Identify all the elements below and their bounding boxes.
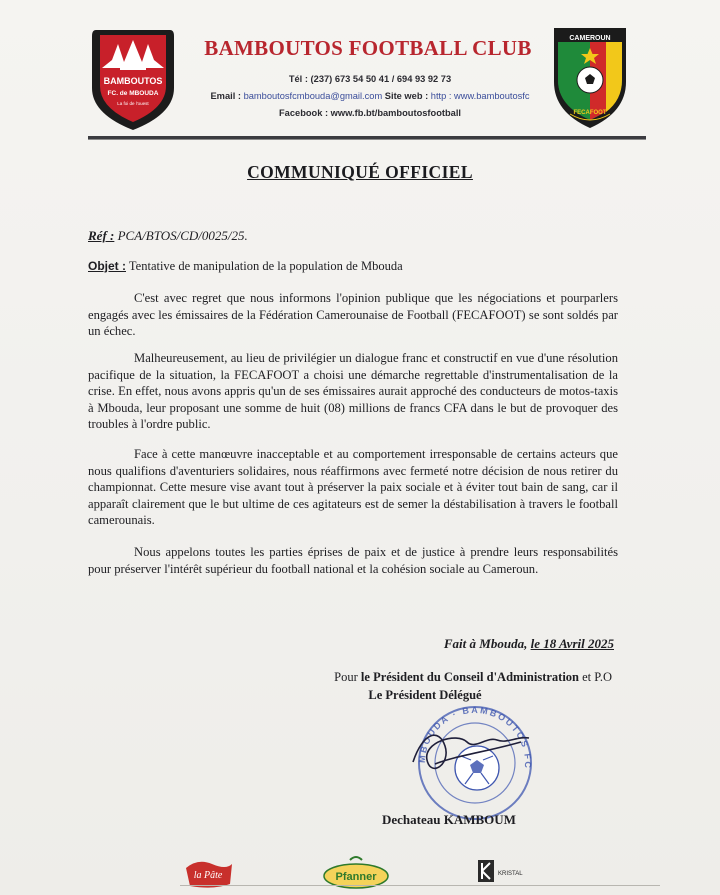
subject-value: Tentative de manipulation de la population de Mbouda xyxy=(128,259,403,273)
bamboutos-crest-logo xyxy=(88,22,178,134)
reference-line xyxy=(88,228,248,244)
place-text: Fait à Mbouda, xyxy=(443,636,528,651)
header-divider xyxy=(88,136,646,140)
body-paragraph-2: Malheureusement, au lieu de privilégier un dialogue franc et constructif en vue d'une résolution pacifique de la situation, la FECAFOOT a choisi une démarche regrettable d'instrumentalisation de la crise. En effet, nous avons appris qu'un de ses émissaires aurait approché des conducteurs de motos-taxis à Mbouda, leur proposant une somme de huit (08) millions de francs CFA dans le but de provoquer des troubles à l'ordre public. xyxy=(88,351,618,431)
svg-text:CAMEROUN: CAMEROUN xyxy=(569,35,611,42)
svg-text:FC. de MBOUDA: FC. de MBOUDA xyxy=(107,90,159,97)
body-paragraph-3: Face à cette manœuvre inacceptable et au comportement irresponsable de certains acteurs que nous qualifions d'aventuriers solidaires, nous réaffirmons avec fermeté notre décision de nous retirer du championnat. Cette mesure vise avant tout à préserver la paix sociale et à éviter tout bain de sang, car il apparaît clairement que le but ultime de ces agitateurs est de semer la déstabilisation à travers le football camerounais. xyxy=(88,447,618,527)
facebook-value[interactable]: www.fb.bt/bamboutosfootball xyxy=(330,108,461,118)
email-value[interactable]: bamboutosfcmbouda@gmail.com xyxy=(243,91,383,101)
body-paragraph-1: C'est avec regret que nous informons l'opinion publique que les négociations et pourparlers engagés avec les émissaires de la Fédération Camerounaise de Football (FECAFOOT) se sont soldés par un échec. xyxy=(88,291,618,338)
sponsor-la-pate-logo xyxy=(186,862,232,888)
website-label: Site web : xyxy=(384,91,429,101)
on-behalf-line xyxy=(252,670,612,685)
svg-text:FECAFOOT: FECAFOOT xyxy=(573,110,607,116)
subject-label: Objet : xyxy=(88,259,126,273)
document-title: COMMUNIQUÉ OFFICIEL xyxy=(247,162,473,182)
reference-value: PCA/BTOS/CD/0025/25. xyxy=(117,228,248,243)
email-label: Email : xyxy=(210,91,241,101)
subject-line xyxy=(88,259,403,274)
website-value[interactable]: http : www.bamboutosfc xyxy=(430,91,530,101)
telephone-label: Tél : xyxy=(288,74,308,84)
delegate-president-title: Le Président Délégué xyxy=(368,688,482,702)
svg-text:la Pâte: la Pâte xyxy=(193,870,223,881)
on-behalf-suffix: et P.O xyxy=(582,670,612,684)
svg-text:La foi de l'ouest: La foi de l'ouest xyxy=(117,101,149,106)
official-stamp-signature xyxy=(405,702,545,824)
signatory-name: Dechateau KAMBOUM xyxy=(382,812,516,827)
board-president-title: le Président du Conseil d'Administration xyxy=(360,670,579,684)
facebook-label: Facebook : xyxy=(279,108,329,118)
telephone-value: (237) 673 54 50 41 / 694 93 92 73 xyxy=(310,74,452,84)
place-date-line xyxy=(384,636,614,652)
svg-text:BAMBOUTOS: BAMBOUTOS xyxy=(103,76,163,86)
on-behalf-prefix: Pour xyxy=(334,670,358,684)
svg-text:KRISTAL: KRISTAL xyxy=(498,871,523,877)
sponsors-bar xyxy=(0,850,720,895)
footer-divider xyxy=(180,885,660,886)
sponsor-pfanner-logo xyxy=(324,857,388,888)
fecafoot-cameroun-crest-logo xyxy=(548,22,632,132)
svg-text:MBOUDA · BAMBOUTOS FC: MBOUDA · BAMBOUTOS FC xyxy=(416,704,534,771)
reference-label: Réf : xyxy=(88,228,115,243)
body-paragraph-4: Nous appelons toutes les parties éprises de paix et de justice à prendre leurs responsabilités pour préserver l'intérêt supérieur du football national et la cohésion sociale au Cameroun. xyxy=(88,545,618,576)
sponsor-kristal-logo xyxy=(478,860,523,882)
facebook-line xyxy=(180,108,560,118)
email-website-line xyxy=(180,91,560,101)
svg-text:Pfanner: Pfanner xyxy=(335,871,377,883)
club-name-heading: BAMBOUTOS FOOTBALL CLUB xyxy=(204,36,532,60)
date-text: le 18 Avril 2025 xyxy=(530,636,614,651)
telephone-line xyxy=(180,74,560,84)
